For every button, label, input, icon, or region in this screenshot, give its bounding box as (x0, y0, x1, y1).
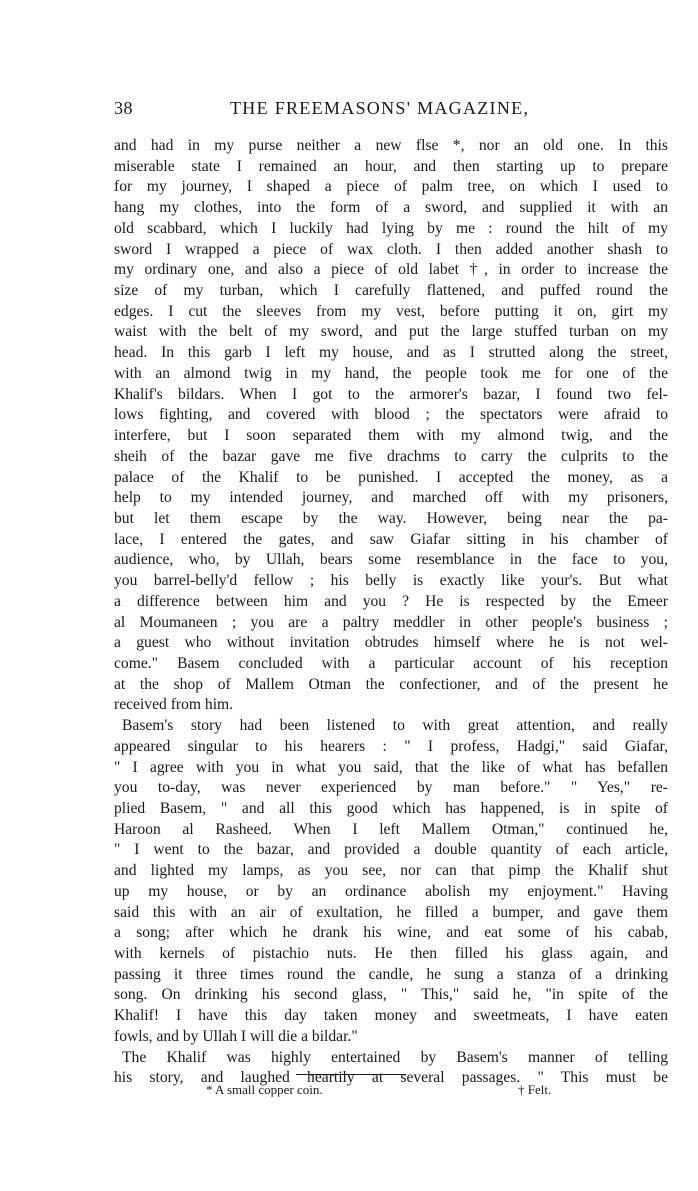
text-line: lace, I entered the gates, and saw Giafar sitting in his chamber of (114, 530, 668, 548)
text-line: at the shop of Mallem Otman the confectioner, and of the present he (114, 675, 668, 693)
text-line: help to my intended journey, and marched off with my prisoners, (114, 489, 668, 507)
text-line: a difference between him and you ? He is respected by the Emeer (114, 592, 668, 610)
paragraph-end-line: fowls, and by Ullah I will die a bildar." (114, 1027, 358, 1045)
text-line: Haroon al Rasheed. When I left Mallem Otman," continued he, (114, 820, 668, 838)
text-line: old scabbard, which I luckily had lying by me : round the hilt of my (114, 219, 668, 237)
text-line: a song; after which he drank his wine, and eat some of his cabab, (114, 924, 668, 942)
text-line: appeared singular to his hearers : " I profess, Hadgi," said Giafar, (114, 737, 668, 755)
text-line: sword I wrapped a piece of wax cloth. I then added another shash to (114, 240, 668, 258)
text-line: passing it three times round the candle, he sung a stanza of a drinking (114, 965, 668, 983)
text-line: Khalif! I have this day taken money and sweetmeats, I have eaten (114, 1007, 668, 1025)
text-line: head. In this garb I left my house, and as I strutted along the street, (114, 344, 668, 362)
text-line: palace of the Khalif to be punished. I accepted the money, as a (114, 468, 668, 486)
footnote-dagger: † Felt. (518, 1082, 552, 1097)
text-line: but let them escape by the way. However, being near the pa- (114, 509, 668, 527)
text-line: lows fighting, and covered with blood ; the spectators were afraid to (114, 406, 668, 424)
paragraph-start-line: Basem's story had been listened to with great attention, and really (122, 717, 668, 735)
text-line: al Moumaneen ; you are a paltry meddler in other people's business ; (114, 613, 668, 631)
text-line: song. On drinking his second glass, " This," said he, "in spite of the (114, 986, 668, 1004)
text-line: for my journey, I shaped a piece of palm tree, on which I used to (114, 178, 668, 196)
text-line: hang my clothes, into the form of a sword, and supplied it with an (114, 199, 668, 217)
text-line: sheih of the bazar gave me five drachms to carry the culprits to the (114, 447, 668, 465)
text-line: " I went to the bazar, and provided a double quantity of each article, (114, 841, 668, 859)
footnote-star: * A small copper coin. (206, 1082, 323, 1097)
text-line: with an almond twig in my hand, the people took me for one of the (114, 364, 668, 382)
footnotes (206, 1082, 566, 1104)
text-line: audience, who, by Ullah, bears some resemblance in the face to you, (114, 551, 668, 569)
running-title: THE FREEMASONS' MAGAZINE, (230, 98, 530, 118)
text-line: plied Basem, " and all this good which has happened, is in spite of (114, 800, 668, 817)
text-line: you to-day, was never experienced by man before." " Yes," re- (114, 779, 668, 797)
text-line: waist with the belt of my sword, and put the large stuffed turban on my (114, 323, 668, 341)
text-line: edges. I cut the sleeves from my vest, before putting it on, girt my (114, 302, 668, 320)
footnote-divider (296, 1074, 406, 1075)
paragraph-end-line: received from him. (114, 696, 234, 714)
text-line: interfere, but I soon separated them with my almond twig, and the (114, 427, 668, 445)
text-line: said this with an air of exultation, he filled a bumper, and gave them (114, 903, 668, 921)
text-line: my ordinary one, and also a piece of old labet †, in order to increase the (114, 261, 668, 279)
page-header (114, 98, 670, 122)
paragraph-start-line: The Khalif was highly entertained by Basem's manner of telling (122, 1048, 668, 1066)
text-line: and lighted my lamps, as you see, nor can that pimp the Khalif shut (114, 862, 668, 880)
body-text (114, 136, 668, 1089)
text-line: miserable state I remained an hour, and then starting up to prepare (114, 157, 668, 175)
text-line: with kernels of pistachio nuts. He then filled his glass again, and (114, 945, 668, 963)
text-line: a guest who without invitation obtrudes himself where he is not wel- (114, 634, 668, 652)
text-line: up my house, or by an ordinance abolish my enjoyment." Having (114, 882, 668, 900)
text-line: come." Basem concluded with a particular account of his reception (114, 654, 668, 672)
text-line: his story, and laughed heartily at several passages. " This must be (114, 1069, 668, 1087)
text-line: " I agree with you in what you said, that the like of what has befallen (114, 758, 668, 776)
text-line: Khalif's bildars. When I got to the armorer's bazar, I found two fel- (114, 385, 668, 403)
text-line: and had in my purse neither a new flse *, nor an old one. In this (114, 137, 668, 154)
page-number: 38 (114, 98, 133, 118)
text-line: size of my turban, which I carefully flattened, and puffed round the (114, 282, 668, 300)
text-line: you barrel-belly'd fellow ; his belly is exactly like your's. But what (114, 572, 668, 590)
